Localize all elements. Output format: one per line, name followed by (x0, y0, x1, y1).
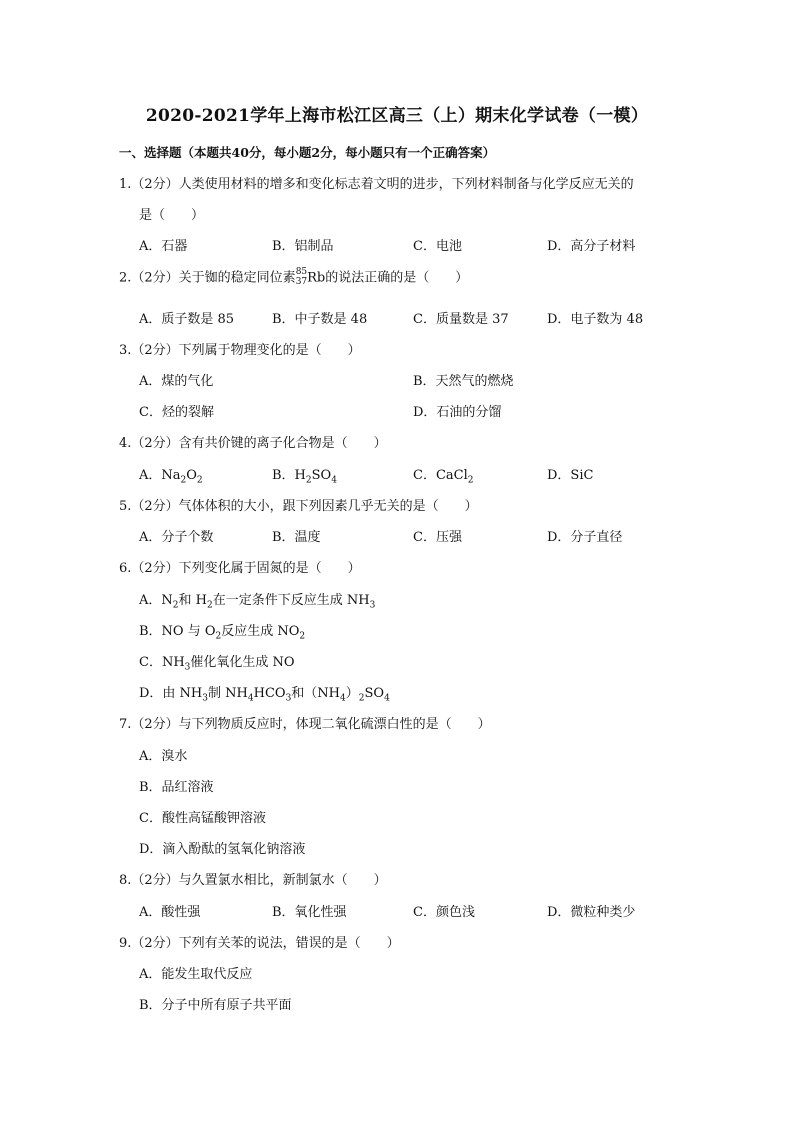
q6-option-c: C．$NH_3$催化氧化生成 NO (139, 655, 295, 673)
q7-option-a: A．溴水 (139, 749, 188, 764)
q8-option-a: A．酸性强 (139, 905, 201, 920)
q5-option-b: B．温度 (272, 530, 321, 545)
q8-option-c: C．颜色浅 (413, 905, 475, 920)
q9-option-a: A．能发生取代反应 (139, 967, 253, 982)
q4-option-a: A．$Na_2O_2$ (139, 468, 203, 486)
q8-option-d: D．微粒种类少 (547, 905, 636, 920)
q6-option-a: A．$N_2$和 $H_2$在一定条件下反应生成 $NH_3$ (139, 593, 376, 611)
q7-option-d: D．滴入酚酞的氢氧化钠溶液 (139, 842, 306, 857)
exam-title: 2020-2021学年上海市松江区高三（上）期末化学试卷（一模） (145, 106, 649, 126)
q3-option-a: A．煤的气化 (139, 374, 214, 389)
q9-stem: 9.（2分）下列有关苯的说法，错误的是（ ） (119, 936, 400, 951)
q7-stem: 7.（2分）与下列物质反应时，体现二氧化硫漂白性的是（ ） (119, 717, 491, 732)
q1-option-d: D．高分子材料 (547, 239, 636, 254)
q5-stem: 5.（2分）气体体积的大小，跟下列因素几乎无关的是（ ） (119, 499, 478, 514)
q1-option-a: A．石器 (139, 239, 188, 254)
q1-stem: 1.（2分）人类使用材料的增多和变化标志着文明的进步，下列材料制备与化学反应无关的 (119, 177, 634, 192)
q2-stem (119, 268, 468, 289)
q2-option-d: D．电子数为 48 (547, 312, 644, 327)
q6-stem: 6.（2分）下列变化属于固氮的是（ ） (119, 561, 361, 576)
q2-option-c: C．质量数是 37 (413, 312, 509, 327)
q2-option-a: A．质子数是 85 (139, 312, 235, 327)
q4-option-b: B．$H_2SO_4$ (272, 468, 337, 486)
section-heading: 一、选择题（本题共40分，每小题2分，每小题只有一个正确答案） (119, 145, 496, 160)
isotope-atomic-number: 37 (295, 277, 308, 287)
q4-stem: 4.（2分）含有共价键的离子化合物是（ ） (119, 436, 387, 451)
q5-option-c: C．压强 (413, 530, 462, 545)
isotope-symbol: Rb (307, 270, 326, 286)
q2-option-b: B．中子数是 48 (272, 312, 368, 327)
q8-option-b: B．氧化性强 (272, 905, 347, 920)
q5-option-a: A．分子个数 (139, 530, 214, 545)
q3-option-c: C．烃的裂解 (139, 405, 214, 420)
q3-option-d: D．石油的分馏 (413, 405, 502, 420)
q4-option-c: C．CaCl$_2$ (413, 468, 474, 486)
q7-option-b: B．品红溶液 (139, 780, 214, 795)
q5-option-d: D．分子直径 (547, 530, 623, 545)
q9-option-b: B．分子中所有原子共平面 (139, 998, 292, 1013)
q1-option-c: C．电池 (413, 239, 462, 254)
q2-stem-start: 2.（2分）关于铷的稳定同位素 (119, 270, 296, 286)
q6-option-b: B．NO 与 $O_2$反应生成 $NO_2$ (139, 624, 306, 642)
q3-option-b: B．天然气的燃烧 (413, 374, 514, 389)
q4-option-d: D．SiC (547, 468, 594, 483)
q1-stem-cont: 是（ ） (139, 208, 205, 223)
q7-option-c: C．酸性高锰酸钾溶液 (139, 811, 266, 826)
q3-stem: 3.（2分）下列属于物理变化的是（ ） (119, 343, 361, 358)
q2-stem-end: 的说法正确的是（ ） (325, 270, 469, 286)
q8-stem: 8.（2分）与久置氯水相比，新制氯水（ ） (119, 873, 387, 888)
q1-option-b: B．铝制品 (272, 239, 334, 254)
q6-option-d: D．由 $NH_3$制 $NH_4HCO_3$和$(NH_4)_2SO_4$ (139, 686, 390, 704)
isotope-notation (296, 267, 307, 287)
isotope-mass-number: 85 (295, 267, 308, 277)
